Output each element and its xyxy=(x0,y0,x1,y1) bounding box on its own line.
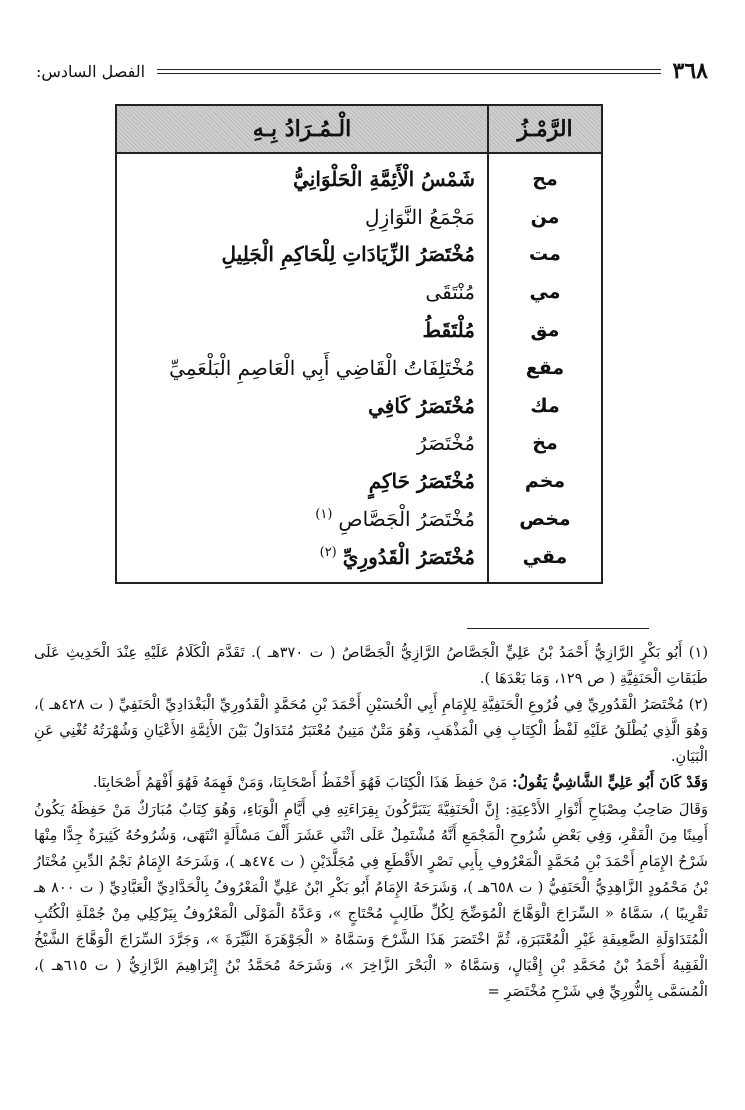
footnote-paragraph xyxy=(34,770,708,796)
quote-intro: وَقَدْ كَانَ أَبُو عَلِيٍّ الشَّاشِيُّ يَقُولُ: xyxy=(512,774,708,792)
meaning-text: مُخْتَصَرُ الْقَدُورِيِّ xyxy=(342,544,475,569)
table-row xyxy=(116,236,602,274)
table-row xyxy=(116,311,602,349)
footnote-text: مُخْتَصَرُ الْقَدُورِيِّ فِي فُرُوعِ الْحَنَفِيَّةِ لِلإِمَامِ أَبِي الْحُسَيْنِ أَحْمَدَ بْنِ مُحَمَّدٍ الْقَدُورِيِّ الْبَغْدَادِيِّ الْحَنَفِيِّ ( ت ٤٢٨هـ )، وَهُوَ الَّذِي يُطْلَقُ عَلَيْهِ لَفْظُ الْكِتَابِ فِي الْمَذْهَبِ، وَهُوَ مَتْنٌ مَتِينٌ مُعْتَبَرٌ مُتَدَاوَلٌ بَيْنَ الأَئِمَّةِ الأَعْيَانِ وَشُهْرَتُهُ تُغْنِي عَنِ الْبَيَانِ. xyxy=(34,696,708,766)
meaning-text: مُخْتَصَرُ الْجَصَّاصِ xyxy=(338,507,475,532)
abbreviation-code: مت xyxy=(488,236,602,274)
table-row xyxy=(116,462,602,500)
abbreviation-meaning xyxy=(116,538,488,583)
abbreviation-code: مق xyxy=(488,311,602,349)
meaning-text: شَمْسُ الْأَئِمَّةِ الْحَلْوَانِيُّ xyxy=(293,166,475,191)
abbreviation-code: مخص xyxy=(488,500,602,538)
abbreviation-code: من xyxy=(488,198,602,236)
meaning-text: مُلْتَقَطُ xyxy=(422,318,475,343)
running-header xyxy=(36,56,708,86)
footnote-number: (٢) xyxy=(688,696,709,714)
abbreviations-table-container xyxy=(115,104,603,584)
footnote-separator xyxy=(467,628,649,629)
abbreviation-code: مخم xyxy=(488,462,602,500)
commentaries-text: وَقَالَ صَاحِبُ مِصْبَاحِ أَنْوَارِ الأَدْعِيَةِ: إِنَّ الْحَنَفِيَّةَ يَتَبَرَّكُونَ بِقِرَاءَتِهِ فِي أَيَّامِ الْوَبَاءِ، وَهُوَ كِتَابٌ مُبَارَكٌ مَنْ حَفِظَهُ يَكُونُ أَمِينًا مِنَ الْفَقْرِ، وَفِي بَعْضِ شُرُوحِ الْمَجْمَعِ أَنَّهُ مُشْتَمِلٌ عَلَى اثْنَي عَشَرَ أَلْفَ مَسْأَلَةٍ انْتَهَى، وَشُرُوحُهُ كَثِيرَةٌ جِدًّا مِنْهَا شَرْحُ الإِمَامِ أَحْمَدَ بْنِ مُحَمَّدٍ الْمَعْرُوفِ بِأَبِي نَصْرٍ الأَقْطَعِ فِي مُجَلَّدَيْنِ ( ت ٤٧٤هـ )، وَشَرَحَهُ الإِمَامُ نَجْمُ الدِّينِ مُخْتَارُ بْنُ مَحْمُودٍ الزَّاهِدِيُّ الْحَنَفِيُّ ( ت ٦٥٨هـ )، وَشَرَحَهُ الإِمَامُ أَبُو بَكْرِ ابْنُ عَلِيٍّ الْمَعْرُوفُ بِالْحَدَّادِيِّ الْعَبَّادِيِّ ( ت ٨٠٠ هـ تَقْرِيبًا )، سَمَّاهُ « السِّرَاجَ الْوَهَّاجَ الْمُوَضِّحَ لِكُلِّ طَالِبٍ مُحْتَاجٍ »، وَعَدَّهُ الْمَوْلَى الْمَعْرُوفُ بِيَرْكِلِي مِنْ جُمْلَةِ الْكُتُبِ الْمُتَدَاوَلَةِ الضَّعِيفَةِ غَيْرِ الْمُعْتَبَرَةِ، ثُمَّ اخْتَصَرَ هَذَا الشَّرْحَ وَسَمَّاهُ « الْجَوْهَرَةَ النَّيِّرَةَ »، وَجَرَّدَ السِّرَاجَ الْوَهَّاجَ الشَّيْخُ الْفَقِيهُ أَحْمَدُ بْنُ مُحَمَّدِ بْنِ إِقْبَالٍ، وَسَمَّاهُ « الْبَحْرَ الزَّاخِرَ »، وَشَرَحَهُ مُحَمَّدُ بْنُ إِبْرَاهِيمَ الرَّازِيُّ ( ت ٦١٥هـ )، الْمُسَمَّى بِالنُّورِيِّ فِي شَرْحِ مُخْتَصَرِ = xyxy=(34,800,708,1001)
footnote-1 xyxy=(34,640,708,692)
chapter-label: الفصل السادس: xyxy=(36,61,146,81)
table-row xyxy=(116,387,602,425)
meaning-text: مَجْمَعُ النَّوَازِلِ xyxy=(365,204,475,229)
abbreviation-meaning xyxy=(116,425,488,463)
abbreviation-code: مخ xyxy=(488,425,602,463)
meaning-text: مُخْتَلِفَاتُ الْقَاضِي أَبِي الْعَاصِمِ الْبَلْعَمِيِّ xyxy=(169,355,475,380)
meaning-text: مُخْتَصَرُ xyxy=(416,431,475,456)
footnote-marker[interactable]: (١) xyxy=(315,507,333,523)
abbreviation-meaning xyxy=(116,198,488,236)
meaning-text: مُخْتَصَرُ كَافِي xyxy=(368,393,475,418)
abbreviation-code: مقع xyxy=(488,349,602,387)
footnote-text: أَبُو بَكْرٍ الرَّازِيُّ أَحْمَدُ بْنُ عَلِيٍّ الْجَصَّاصُ الرَّازِيُّ الْجَصَّاصُ ( ت ٣٧٠هـ ). تَقَدَّمَ الْكَلَامُ عَلَيْهِ عِنْدَ الْحَدِيثِ عَلَى طَبَقَاتِ الْحَنَفِيَّةِ ( ص ١٢٩، وَمَا بَعْدَهَا ). xyxy=(34,644,708,688)
footnote-marker[interactable]: (٢) xyxy=(319,545,337,561)
column-header-code: الرَّمْـزُ xyxy=(488,105,602,153)
table-row xyxy=(116,273,602,311)
table-row xyxy=(116,153,602,198)
page-number: ٣٦٨ xyxy=(672,58,708,84)
footnote-paragraph xyxy=(34,797,708,1006)
abbreviation-meaning xyxy=(116,349,488,387)
table-row xyxy=(116,349,602,387)
header-rule xyxy=(157,69,661,74)
table-row xyxy=(116,538,602,583)
abbreviation-meaning xyxy=(116,311,488,349)
abbreviation-code: مقي xyxy=(488,538,602,583)
meaning-text: مُنْتَقَى xyxy=(425,280,475,305)
meaning-text: مُخْتَصَرُ الزِّيَادَاتِ لِلْحَاكِمِ الْجَلِيلِ xyxy=(221,242,475,267)
table-header-row xyxy=(116,105,602,153)
footnote-number: (١) xyxy=(688,644,709,661)
abbreviation-meaning xyxy=(116,273,488,311)
abbreviation-meaning xyxy=(116,153,488,198)
table-row xyxy=(116,425,602,463)
column-header-meaning: الْـمُـرَادُ بِـهِ xyxy=(116,105,488,153)
abbreviations-table xyxy=(115,104,603,584)
table-row xyxy=(116,198,602,236)
abbreviation-meaning xyxy=(116,387,488,425)
abbreviation-meaning xyxy=(116,462,488,500)
table-row xyxy=(116,500,602,538)
abbreviation-code: مي xyxy=(488,273,602,311)
abbreviation-meaning xyxy=(116,500,488,538)
abbreviation-code: مح xyxy=(488,153,602,198)
abbreviation-code: مك xyxy=(488,387,602,425)
footnote-2 xyxy=(34,692,708,770)
quote-text: مَنْ حَفِظَ هَذَا الْكِتَابَ فَهُوَ أَحْفَظُ أَصْحَابِنَا، وَمَنْ فَهِمَهُ فَهُوَ أَفْهَمُ أَصْحَابِنَا. xyxy=(92,774,508,792)
meaning-text: مُخْتَصَرُ حَاكِمٍ xyxy=(368,469,475,494)
footnotes-section xyxy=(34,640,708,1005)
abbreviation-meaning xyxy=(116,236,488,274)
